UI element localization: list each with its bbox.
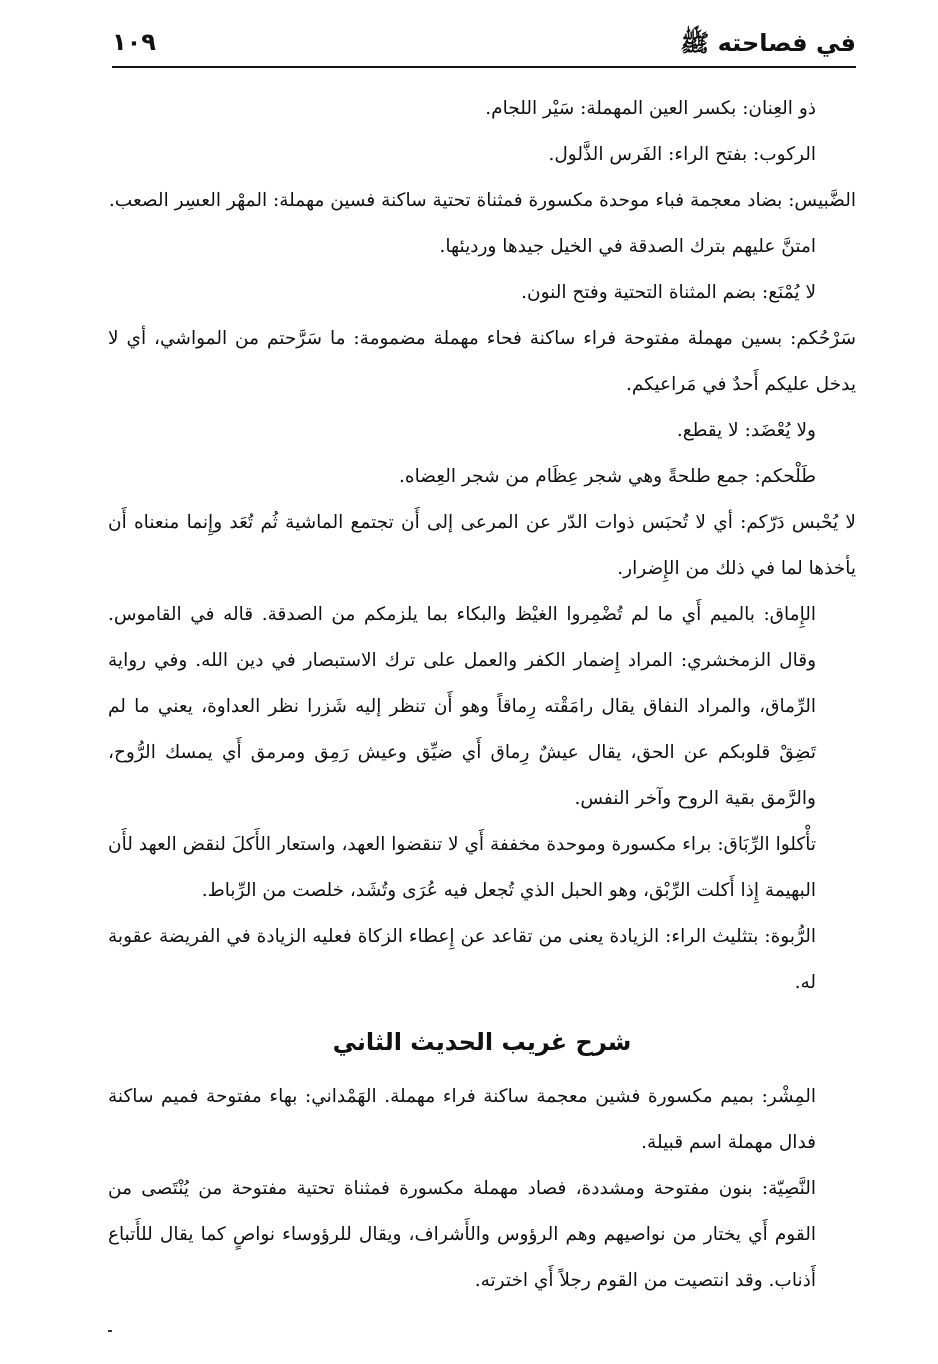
- glossary-entry-la-yumna: لا يُمْنَع: بضم المثناة التحتية وفتح النون.: [521, 282, 816, 303]
- glossary-entry-al-nasiyya: النَّصِيّة: بنون مفتوحة ومشددة، فصاد مهملة مكسورة فمثناة تحتية مفتوحة من يُنْتَصى من القوم أَي يختار من نواصيهم وهم الرؤوس والأَشراف، ويقال للرؤوساء نواصٍ كما يقال للأَتباع أَذناب. وقد انتصيت من القوم رجلاً أَي اخترته.: [108, 1178, 816, 1291]
- glossary-entry-al-rukub: الركوب: بفتح الراء: الفَرس الذَّلول.: [548, 144, 816, 165]
- glossary-entry-la-yudad: ولا يُعْضَد: لا يقطع.: [676, 420, 816, 441]
- glossary-entry-al-ribaq: تأْكلوا الرِّبَاق: براء مكسورة وموحدة مخففة أَي لا تنقضوا العهد، واستعار الأَكلَ لنقض العهد لأَن البهيمة إِذا أَكلت الرِّبْق، وهو الحبل الذي تُجعل فيه عُرَى وتُشَد، خلصت من الرِّباط.: [108, 834, 816, 901]
- section-title: شرح غريب الحديث الثاني: [332, 1028, 632, 1056]
- glossary-entry-al-rubwa: الرُّبوة: بتثليث الراء: الزيادة يعنى من تقاعد عن إِعطاء الزكاة فعليه الزيادة في الفريضة عقوبة له.: [108, 926, 816, 993]
- page-header: [112, 26, 856, 68]
- glossary-entry-la-yuhbas: لا يُحْبس دَرّكم: أي لا تُحبَس ذوات الدّر عن المرعى إلى أَن تجتمع الماشية ثُم تُعَد وإِنما منعناه أَن يأخذها لما في ذلك من الإِضرار.: [108, 512, 856, 579]
- page-body: [108, 86, 856, 1304]
- glossary-entry-talhukum: طَلْحكم: جمع طلحةً وهي شجر عِظَام من شجر العِضاه.: [399, 466, 816, 487]
- glossary-entry-al-mishr: المِشْر: بميم مكسورة فشين معجمة ساكنة فراء مهملة. الهَمْداني: بهاء مفتوحة فميم ساكنة فدال مهملة اسم قبيلة.: [108, 1086, 816, 1153]
- glossary-entry-al-imaq: الإِماق: بالميم أَي ما لم تُضْمِروا الغيْظ والبكاء بما يلزمكم من الصدقة. قاله في القاموس. وقال الزمخشري: المراد إِضمار الكفر والعمل على ترك الاستبصار في دين الله. وفي رواية الرِّماق، والمراد النفاق يقال رامَقْته رِماقاً وهو أَن تنظر إليه شَزرا نظر العداوة، يعني ما لم تَضِقْ قلوبكم عن الحق، يقال عيشٌ رِماق أَي ضيِّق وعيش رَمِق ومرمق أَي يمسك الرُّوح، والرَّمق بقية الروح وآخر النفس.: [108, 604, 816, 809]
- scan-mark: [108, 1330, 112, 1332]
- glossary-entry-dhu-al-inan: ذو العِنان: بكسر العين المهملة: سَيْر اللجام.: [485, 98, 816, 119]
- glossary-entry-sarhukum: سَرْحُكم: بسين مهملة مفتوحة فراء ساكنة فحاء مهملة مضمومة: ما سَرَّحتم من المواشي، أي لا يدخل عليكم أَحدٌ في مَراعيكم.: [108, 328, 856, 395]
- running-head: في فصاحته ﷺ: [680, 29, 856, 57]
- page-number: ١٠٩: [112, 28, 156, 56]
- glossary-entry-al-dabis: الضَّبيس: بضاد معجمة فباء موحدة مكسورة فمثناة تحتية ساكنة فسين مهملة: المهْر العسِر الصعب.: [108, 190, 856, 211]
- glossary-entry-imtanna: امتنَّ عليهم بترك الصدقة في الخيل جيدها ورديئها.: [439, 236, 816, 257]
